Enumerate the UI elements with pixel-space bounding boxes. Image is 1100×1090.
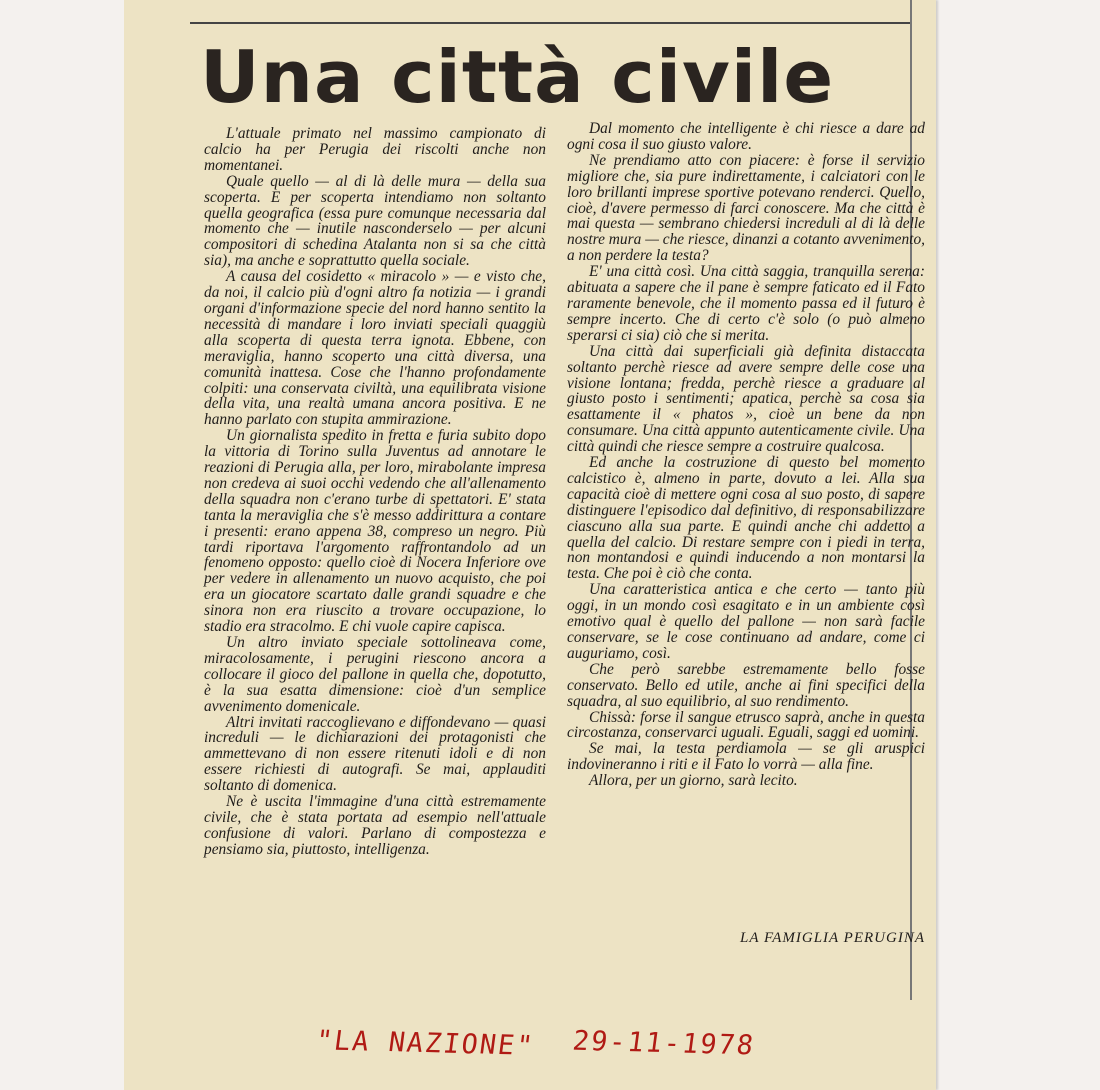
paragraph: Se mai, la testa perdiamola — se gli aruspici indovineranno i riti e il Fato lo vorrà — alla fine. [567,740,925,774]
paragraph: Ne prendiamo atto con piacere: è forse il servizio migliore che, sia pure indirettamente, i calciatori con le loro brillanti imprese sportive potevano renderci. Quello, cioè, d'avere permesso di farci conoscere. Ma che città è mai questa — sembrano chiedersi increduli al di là delle nostre mura — che riesce, dinanzi a cotanto avvenimento, a non perdere la testa? [567,151,925,265]
paragraph: Una caratteristica antica e che certo — tanto più oggi, in un mondo così esagitato e in un ambiente così emotivo qual è quello del pallone — non sarà facile conservare, se le cose continuano ad andare, come ci auguriamo, così. [567,581,925,662]
paragraph: Quale quello — al di là delle mura — della sua scoperta. E per scoperta intendiamo non soltanto quella geografica (essa pure comunque necessaria dal momento che — inutile nasconderselo — per alcuni compositori di schedina Atalanta non si sa che città sia), ma anche e soprattutto quella sociale. [204,172,546,270]
paragraph: Altri invitati raccoglievano e diffondevano — quasi increduli — le dichiarazioni dei protagonisti che ammettevano di non essere ritenuti idoli e di non essere richiesti di autografi. Se mai, applauditi soltanto di domenica. [204,713,546,795]
paragraph: Ed anche la costruzione di questo bel momento calcistico è, almeno in parte, dovuto a lei. Alla sua capacità cioè di mettere ogni cosa al suo posto, di sapere distinguere l'episodico dal definitivo, di responsabilizzare ciascuno alla sua parte. E quindi anche chi addetto a quella del calcio. Di restare sempre con i piedi in terra, non montandosi e quindi inducendo a non montarsi la testa. Che poi è ciò che conta. [567,454,925,583]
top-rule [190,22,910,24]
handwritten-source-note: "LA NAZIONE" [313,1025,537,1062]
paragraph: Un giornalista spedito in fretta e furia subito dopo la vittoria di Torino sulla Juventus ad annotare le reazioni di Perugia alla, per loro, mirabolante impresa non credeva ai suoi occhi vedendo che all'allenamento della squadra non c'erano turbe di spettatori. E' stata tanta la meraviglia che s'è messo addirittura a contare i presenti: erano appena 38, compreso un negro. Più tardi riportava l'argomento raffrontandolo ad un fenomeno opposto: quello cioè di Nocera Inferiore ove per vedere in allenamento un nuovo acquisto, che poi era un giocatore scartato dalle grandi squadre e che sinora non era riuscito a trovare occupazione, lo stadio era stracolmo. E chi vuole capire capisca. [204,427,546,636]
paragraph: Che però sarebbe estremamente bello fosse conservato. Bello ed utile, anche ai fini specifici della squadra, al suo equilibrio, al suo rendimento. [567,660,925,710]
paragraph: L'attuale primato nel massimo campionato di calcio ha per Perugia dei riscolti anche non momentanei. [204,125,546,174]
paragraph: Una città dai superficiali già definita distaccata soltanto perchè riesce ad avere sempre delle cose una visione lontana; fredda, perchè riesce a graduare al giusto posto i sentimenti; apatica, perchè sa cosa sia esattamente il « phatos », cioè un bene da non consumare. Una città appunto autenticamente civile. Una città quindi che riesce sempre a costruire qualcosa. [567,342,925,456]
signature: LA FAMIGLIA PERUGINA [740,930,925,946]
paragraph: Ne è uscita l'immagine d'una città estremamente civile, che è stata portata ad esempio nell'attuale confusione di valori. Parlano di compostezza e pensiamo sia, piuttosto, intelligenza. [204,793,546,858]
handwritten-date-note: 29-11-1978 [570,1025,757,1062]
paragraph: A causa del cosidetto « miracolo » — e visto che, da noi, il calcio più d'ogni altro fa notizia — i grandi organi d'informazione specie del nord hanno sentito la necessità di mandare i loro inviati speciali quaggiù alla scoperta di questa terra ignota. Ebbene, con meraviglia, hanno scoperto una città diversa, una comunità inattesa. Cose che l'hanno profondamente colpiti: una conservata civiltà, una equilibrata visione della vita, una realtà umana ancora positiva. E ne hanno parlato con stupita ammirazione. [204,268,546,429]
paragraph: Un altro inviato speciale sottolineava come, miracolosamente, i perugini riescono ancora a collocare il gioco del pallone in quella che, dopotutto, è la sua esatta dimensione: cioè d'un semplice avvenimento domenicale. [204,634,546,715]
paragraph: E' una città così. Una città saggia, tranquilla serena: abituata a sapere che il pane è sempre faticato ed il Fato raramente benevole, che il momento passa ed il futuro è sempre incerto. Che di certo c'è solo (o può almeno sperarsi ci sia) ciò che si merita. [567,263,925,344]
paragraph: Allora, per un giorno, sarà lecito. [589,772,798,790]
article-left-column [204,126,546,858]
paragraph: Chissà: forse il sangue etrusco saprà, anche in questa circostanza, conservarci uguali. Eguali, saggi ed uomini. [567,708,925,742]
article-right-column [567,121,925,789]
headline: Una città civile [200,35,835,119]
paragraph: Dal momento che intelligente è chi riesce a dare ad ogni cosa il suo giusto valore. [567,120,925,153]
